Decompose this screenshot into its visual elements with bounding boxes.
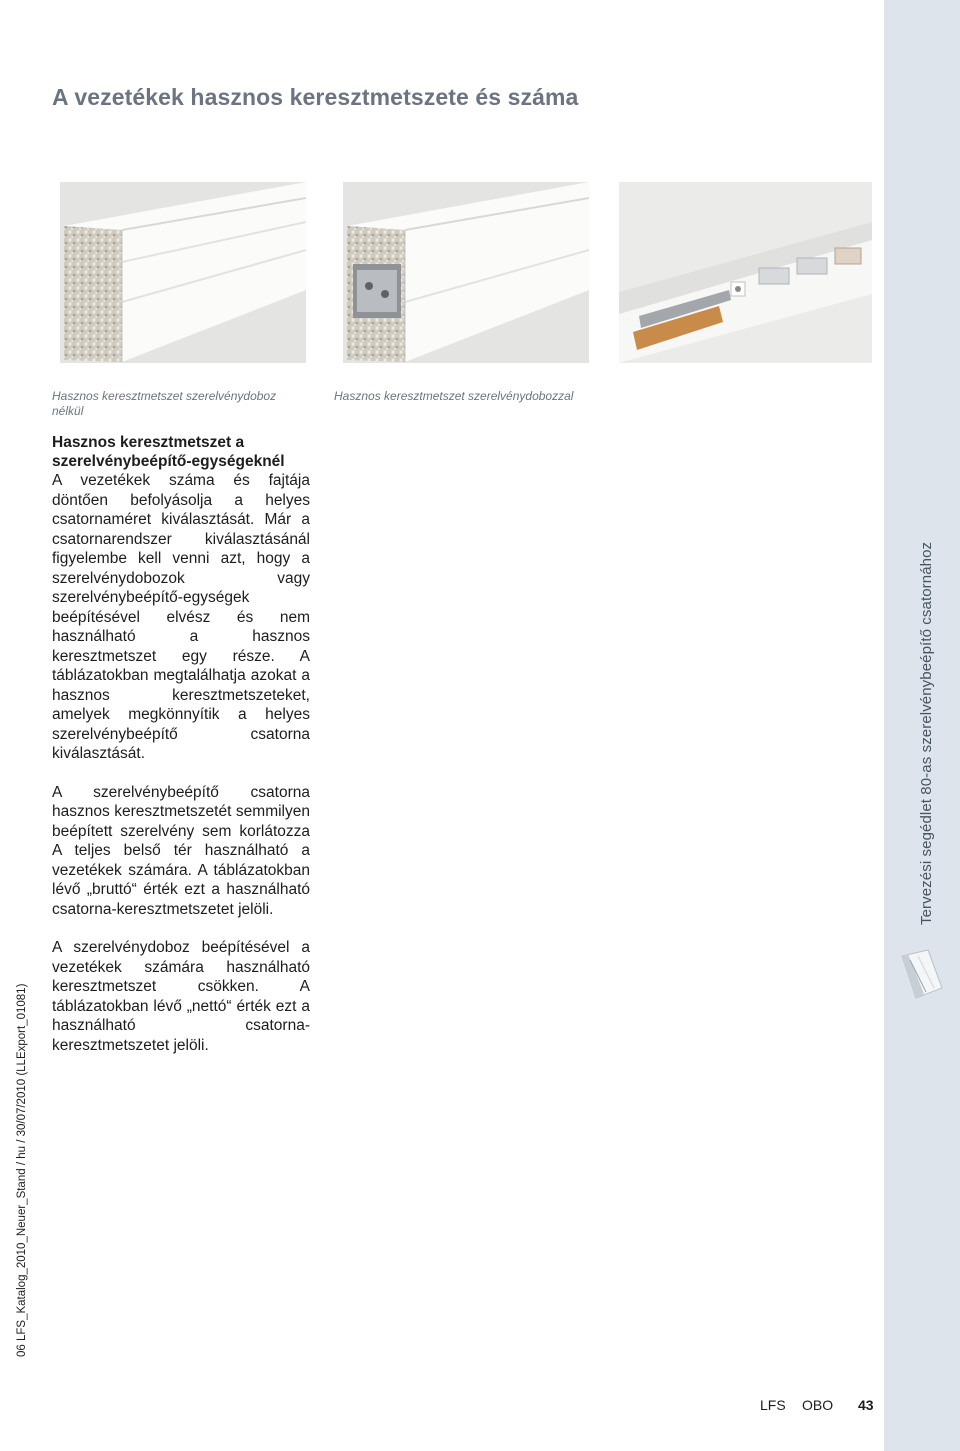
photo-trunking-with-box [343, 182, 589, 363]
caption-without-box: Hasznos keresztmetszet szerelvénydoboz nélkül [52, 389, 277, 418]
footer-brand-obo: OBO [802, 1397, 834, 1413]
footer-brand-lfs: LFS [760, 1397, 786, 1413]
section-heading: Hasznos keresztmetszet a szerelvénybeépítő-egységeknél [52, 434, 285, 470]
body-paragraph: A vezetékek száma és fajtája döntően befolyásolja a helyes csatornaméret kiválasztását. Már a csatornarendszer kiválasztásánál figyelembe kell venni azt, hogy a szerelvénydobozok vagy szerelvénybeépítő-egységek beépítésével elvész és nem használható a hasznos keresztmetszet egy része. A táblázatokban megtalálhatja azokat a hasznos keresztmetszeteket, amelyek megkönnyítik a helyes szerelvénybeépítő csatorna kiválasztását. [52, 472, 310, 762]
side-section-label: Tervezési segédlet 80-as szerelvénybeépítő csatornához [918, 541, 935, 925]
print-job-reference: 06 LFS_Katalog_2010_Neuer_Stand / hu / 30/07/2010 (LLExport_01081) [16, 983, 28, 1357]
page-number: 43 [858, 1397, 874, 1413]
body-paragraph: A szerelvénybeépítő csatorna hasznos keresztmetszetét semmilyen beépített szerelvény sem korlátozza A teljes belső tér használható a vezetékek számára. A táblázatokban lévő „bruttó“ érték ezt a használható csatorna-keresztmetszetet jelöli. [52, 783, 310, 918]
cable-trunking-icon [898, 948, 944, 1000]
body-text-column [52, 433, 310, 1055]
body-paragraph: A szerelvénydoboz beépítésével a vezetékek számára használható keresztmetszet csökken. A táblázatokban lévő „nettó“ érték ezt a használható csatorna-keresztmetszetet jelöli. [52, 939, 310, 1054]
page-title: A vezetékek hasznos keresztmetszete és száma [52, 84, 579, 110]
caption-with-box: Hasznos keresztmetszet szerelvénydobozzal [334, 389, 574, 403]
photo-trunking-without-box [60, 182, 306, 363]
photo-installed-trunking [619, 182, 872, 363]
